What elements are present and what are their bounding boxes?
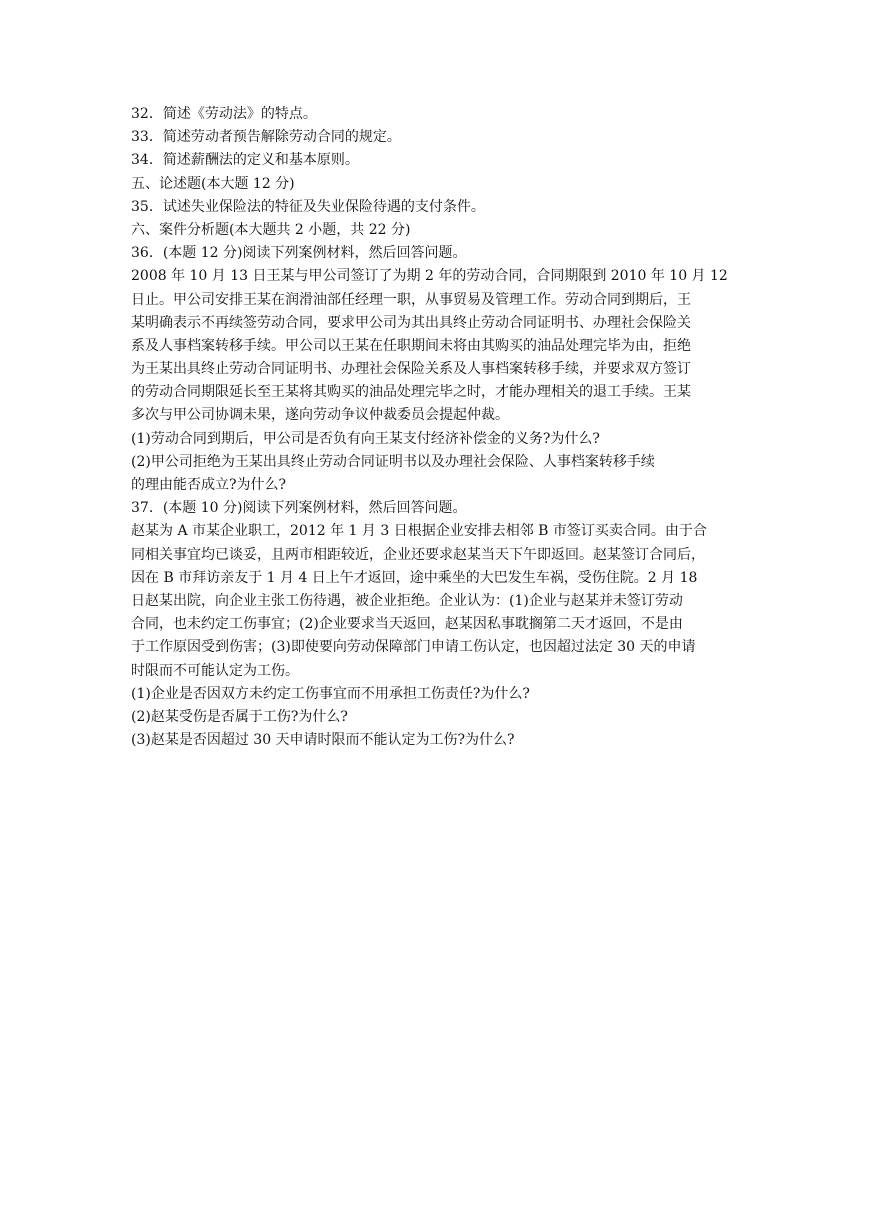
exam-page [131,103,751,752]
case-1-line: 日止。甲公司安排王某在润滑油部任经理一职，从事贸易及管理工作。劳动合同到期后，王 [131,291,691,308]
case-1-line: 为王某出具终止劳动合同证明书、办理社会保险关系及人事档案转移手续，并要求双方签订 [131,361,691,378]
question-32: 32．简述《劳动法》的特点。 [131,106,317,122]
case-1-line: 某明确表示不再续签劳动合同，要求甲公司为其出具终止劳动合同证明书、办理社会保险关 [131,314,691,331]
section-five-heading: 五、论述题(本大题 12 分) [131,175,295,192]
question-37-1: (1)企业是否因双方未约定工伤事宜而不用承担工伤责任?为什么? [131,685,530,702]
section-six-heading: 六、案件分析题(本大题共 2 小题，共 22 分) [131,221,411,238]
question-37-3: (3)赵某是否因超过 30 天申请时限而不能认定为工伤?为什么? [131,732,515,749]
question-34: 34．简述薪酬法的定义和基本原则。 [131,152,359,169]
case-1-line: 系及人事档案转移手续。甲公司以王某在任职期间未将由其购买的油品处理完毕为由，拒绝 [131,337,691,354]
case-1-line: 的劳动合同期限延长至王某将其购买的油品处理完毕之时，才能办理相关的退工手续。王某 [131,384,691,401]
case-2-line: 于工作原因受到伤害；(3)即使要向劳动保障部门申请工伤认定，也因超过法定 30 天的申请 [131,639,696,656]
question-36-1: (1)劳动合同到期后，甲公司是否负有向王某支付经济补偿金的义务?为什么? [131,430,600,447]
case-2-line: 合同，也未约定工伤事宜；(2)企业要求当天返回，赵某因私事耽搁第二天才返回，不是由 [131,616,683,633]
case-2-line: 赵某为 A 市某企业职工，2012 年 1 月 3 日根据企业安排去相邻 B 市签订买卖合同。由于合 [131,523,707,540]
case-1-line: 2008 年 10 月 13 日王某与甲公司签订了为期 2 年的劳动合同，合同期限到 2010 年 10 月 12 [131,268,728,285]
question-36-intro: 36．(本题 12 分)阅读下列案例材料，然后回答问题。 [131,245,467,262]
case-2-line: 时限而不可能认定为工伤。 [131,662,299,679]
question-37-2: (2)赵某受伤是否属于工伤?为什么? [131,708,348,725]
question-33: 33．简述劳动者预告解除劳动合同的规定。 [131,129,401,146]
question-36-2-cont: 的理由能否成立?为什么? [131,477,287,493]
question-36-2: (2)甲公司拒绝为王某出具终止劳动合同证明书以及办理社会保险、人事档案转移手续 [131,453,655,470]
case-1-text [131,265,751,427]
question-37-intro: 37．(本题 10 分)阅读下列案例材料，然后回答问题。 [131,500,467,517]
case-2-line: 因在 B 市拜访亲友于 1 月 4 日上午才返回，途中乘坐的大巴发生车祸，受伤住院。2 月 18 [131,569,698,586]
case-2-line: 日赵某出院，向企业主张工伤待遇，被企业拒绝。企业认为：(1)企业与赵某并未签订劳动 [131,592,683,609]
case-2-line: 同相关事宜均已谈妥，且两市相距较近，企业还要求赵某当天下午即返回。赵某签订合同后， [131,546,705,563]
case-2-text [131,520,751,682]
question-35: 35．试述失业保险法的特征及失业保险待遇的支付条件。 [131,198,485,215]
case-1-line: 多次与甲公司协调未果，遂向劳动争议仲裁委员会提起仲裁。 [131,407,509,424]
